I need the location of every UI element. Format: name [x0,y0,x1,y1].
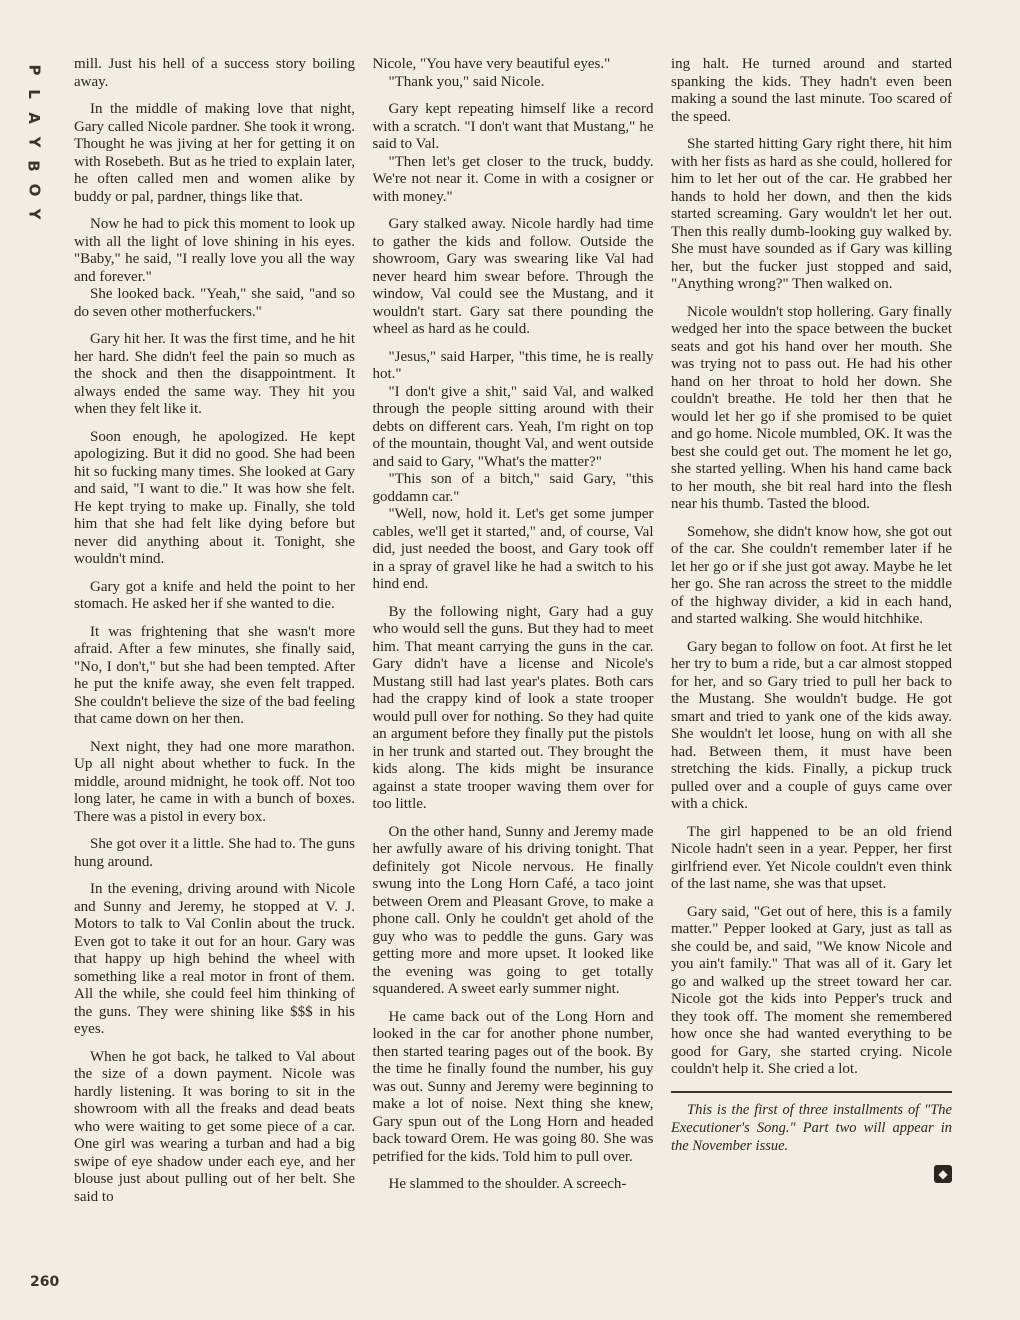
paragraph: She looked back. "Yeah," she said, "and so do seven other motherfuckers." [74,286,355,320]
paragraph: Next night, they had one more marathon. Up all night about whether to fuck. In the middle, around midnight, he took off. Not too long later, he came in with a bunch of boxes. There was a pistol in every box. [74,738,355,825]
paragraph: In the evening, driving around with Nicole and Sunny and Jeremy, he stopped at V. J. Motors to talk to Val Conlin about the truck. Even got to take it out for an hour. Gary was that happy up high behind the wheel with something like a real motor in front of them. All the while, she could feel him thinking of the guns. They were shining like $$$ in his eyes. [74,881,355,1037]
paragraph: "Jesus," said Harper, "this time, he is really hot." [372,348,654,382]
paragraph: On the other hand, Sunny and Jeremy made her awfully aware of his driving tonight. That definitely got Nicole nervous. He finally swung into the Long Horn Café, a taco joint between Orem and Pleasant Grove, to make a phone call. Only he couldn't get ahold of the guy who was to peddle the guns. Gary was getting more and more upset. It looked like the evening was going to get totally squandered. A sweet early summer night. [372,823,654,997]
paragraph: He came back out of the Long Horn and looked in the car for another phone number, then started tearing pages out of the book. By the time he finally found the number, his guy was out. Sunny and Jeremy were beginning to make a lot of noise. Next thing she knew, Gary spun out of the Long Horn and headed back toward Orem. He was going 80. She was petrified for the kids. Told him to pull over. [372,1008,654,1165]
paragraph: It was frightening that she wasn't more afraid. After a few minutes, she finally said, "No, I don't," but she had been tempted. After he put the knife away, she even felt trapped. She couldn't believe the size of the bad feeling that came down on her then. [74,623,355,727]
paragraph: Now he had to pick this moment to look up with all the light of love shining in his eyes. "Baby," he said, "I really love you all the way and forever." [74,216,355,285]
paragraph: Gary got a knife and held the point to her stomach. He asked her if she wanted to die. [74,578,355,612]
paragraph: ing halt. He turned around and started spanking the kids. They hadn't even been making a sound the last minute. Too scared of the speed. [671,56,952,125]
paragraph: mill. Just his hell of a success story boiling away. [74,56,355,90]
paragraph: "Well, now, hold it. Let's get some jumper cables, we'll get it started," and, of course, Val did, just needed the boost, and Gary took off in a spray of gravel like he had a switch to his hind end. [372,506,654,592]
paragraph: Gary said, "Get out of here, this is a family matter." Pepper looked at Gary, just as tall as she could be, and said, "We know Nicole and you ain't family." That was all of it. Gary let go and walked up the street toward her car. Nicole got the kids into Pepper's truck and they took off. The moment she remembered how once she had wanted everything to be good for Gary, she started crying. Nicole couldn't help it. She cried a lot. [671,903,952,1077]
paragraph: "Thank you," said Nicole. [388,73,545,90]
paragraph: In the middle of making love that night, Gary called Nicole pardner. She took it wrong. Thought he was jiving at her for getting it on with Rosebeth. But as he tried to explain later, he often called men and women alike by buddy or pal, pardner, things like that. [74,101,355,205]
paragraph: When he got back, he talked to Val about the size of a down payment. Nicole was hardly listening. It was boring to sit in the showroom with all the freaks and dead beats who were waiting to get some piece of a car. One girl was wearing a turban and had a big swipe of eye shadow under each eye, and her blouse just about pulling out of her belt. She said to [74,1048,355,1205]
magazine-letter: A [24,112,43,124]
paragraph: Nicole, "You have very beautiful eyes." [372,56,611,72]
article-body [74,56,952,1296]
paragraph: Nicole wouldn't stop hollering. Gary finally wedged her into the space between the bucket seats and got his hand over her mouth. She was trying not to pass out. He had his other hand on her throat to hold her down. She couldn't breathe. He told her then that he would let her go if she promised to be quiet and go home. Nicole mumbled, OK. It was the best she could get out. The moment he let go, she started yelling. When his hand came back to her mouth, she bit real hard into the flesh near his thumb. Tasted the blood. [671,303,952,512]
paragraph: Gary kept repeating himself like a record with a scratch. "I don't want that Mustang," he said to Val. [372,101,654,152]
paragraph: He slammed to the shoulder. A screech- [388,1176,627,1192]
paragraph: Soon enough, he apologized. He kept apologizing. But it did no good. She had been hit so fucking many times. She looked at Gary and said, "I want to die." It was how she felt. He kept trying to make up. Finally, she told him that she had felt like dying before but never did anything about it. Tonight, she wouldn't mind. [74,428,355,567]
magazine-name-vertical [24,58,44,226]
magazine-letter: P [25,64,43,76]
paragraph: Gary stalked away. Nicole hardly had time to gather the kids and follow. Outside the showroom, Gary was swearing like Val had never heard him swear before. Through the window, Val could see the Mustang, and it wouldn't start. Gary sat there pounding the wheel as hard as he could. [372,216,654,337]
installment-note [671,1091,952,1155]
paragraph: "This son of a bitch," said Gary, "this goddamn car." [372,471,654,505]
magazine-letter: L [25,89,43,99]
page-number: 260 [30,1274,60,1290]
paragraph: Somehow, she didn't know how, she got out of the car. She couldn't remember later if he let her go or if she just got away. Maybe he let her go. She ran across the street to the middle of the highway divider, a kid in each hand, and started walking. She would hitchhike. [671,523,952,627]
paragraph: By the following night, Gary had a guy who would sell the guns. But they had to meet him. That meant carrying the guns in the car. Gary didn't have a license and Nicole's Mustang still had last year's plates. Both cars had the crappy kind of look a state trooper would pull over for nothing. So they had quite an argument before they finally put the pistols in her trunk and started out. They brought the kids along. The kids might be insurance against a state trooper waving them over for too little. [372,603,654,812]
paragraph: She started hitting Gary right there, hit him with her fists as hard as she could, hollered for him to let her out of the car. He grabbed her hands to hold her down, and then the kids started screaming. Gary wouldn't let her out. Then this really dumb-looking guy walked by. She must have sounded as if Gary was killing her, but the fucker just stopped and said, "Anything wrong?" Then walked on. [671,136,952,292]
magazine-letter: Y [25,136,43,148]
paragraph: She got over it a little. She had to. The guns hung around. [74,836,355,870]
paragraph: "I don't give a shit," said Val, and walked through the people sitting around with their debts on different cars. Yeah, I'm right on top of the mountain, thought Val, and went outside and said to Gary, "What's the matter?" [372,383,654,470]
paragraph: Gary hit her. It was the first time, and he hit her hard. She didn't feel the pain so much as the shock and then the disappointment. It always ended the same way. They hit you when they felt like it. [74,331,355,417]
column-2 [373,56,654,1296]
paragraph: Gary began to follow on foot. At first he let her try to bum a ride, but a car almost stopped for her, and so Gary tried to pull her back to the Mustang. She wouldn't budge. He got smart and tried to yank one of the kids away. She wouldn't let loose, hung on with all she had. Between them, it must have been stretching the kids. Finally, a pickup truck pulled over and a couple of guys came over with a chick. [671,638,952,812]
paragraph: The girl happened to be an old friend Nicole hadn't seen in a year. Pepper, her first girlfriend ever. Yet Nicole couldn't even think of the last name, she was that upset. [671,823,952,892]
magazine-letter: Y [25,208,43,220]
column-1 [74,56,355,1296]
paragraph: "Then let's get closer to the truck, buddy. We're not near it. Come in with a cosigner or with money." [372,153,654,205]
installment-note-text: This is the first of three installments of "The Executioner's Song." Part two will appear in the November issue. [671,1101,952,1154]
column-3 [671,56,952,1296]
rabbit-head-logo-icon: ◆ [934,1165,952,1183]
magazine-letter: O [24,183,43,197]
magazine-letter: B [25,160,43,172]
